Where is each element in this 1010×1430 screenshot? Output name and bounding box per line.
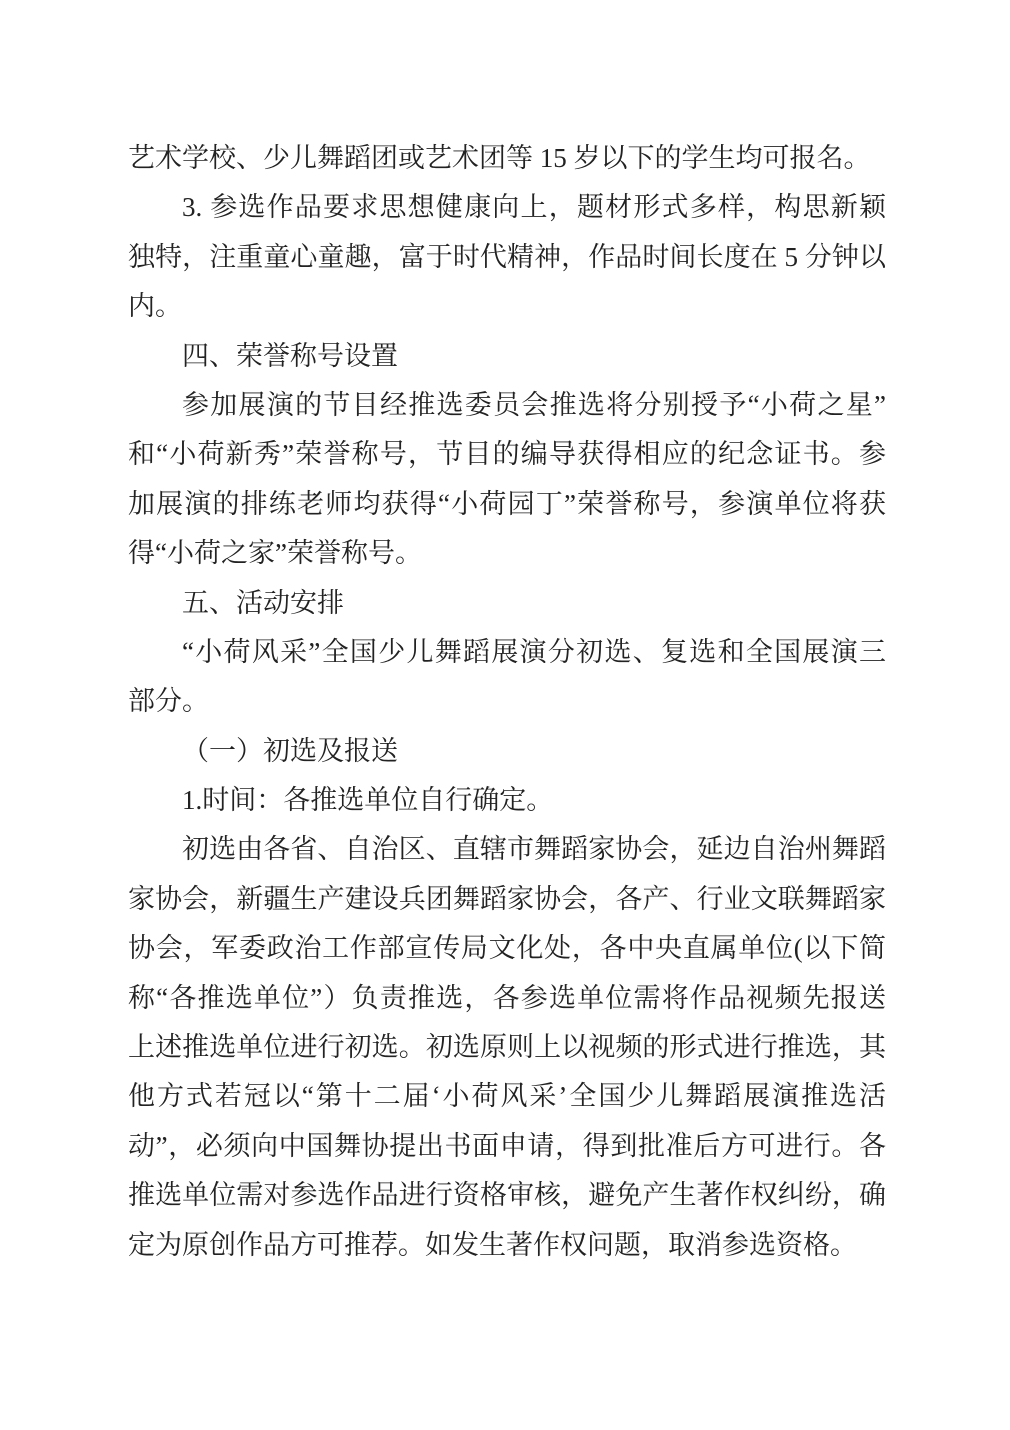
heading-paragraph [128,579,886,628]
body-paragraph [128,776,886,825]
body-paragraph [128,628,886,727]
text-line: “小荷风采”全国少儿舞蹈展演分初选、复选和全国展演三 [182,636,886,667]
text-line: 他方式若冠以“第十二届‘小荷风采’全国少儿舞蹈展演推选活 [128,1081,886,1112]
text-line: 1.时间：各推选单位自行确定。 [182,785,554,816]
text-line: 动”，必须向中国舞协提出书面申请，得到批准后方可进行。各 [128,1130,886,1161]
body-paragraph [128,134,886,183]
text-line: 独特，注重童心童趣，富于时代精神，作品时间长度在 5 分钟以 [128,241,886,272]
text-line: 定为原创作品方可推荐。如发生著作权问题，取消参选资格。 [128,1229,857,1260]
text-line: 上述推选单位进行初选。初选原则上以视频的形式进行推选，其 [128,1032,886,1063]
text-line: 五、活动安排 [182,587,344,618]
text-line: 得“小荷之家”荣誉称号。 [128,538,422,569]
text-line: 和“小荷新秀”荣誉称号，节目的编导获得相应的纪念证书。参 [128,439,886,470]
text-line: 部分。 [128,686,209,717]
document-text-block [128,134,886,1270]
text-line: 协会，军委政治工作部宣传局文化处，各中央直属单位(以下简 [128,933,886,964]
body-paragraph [128,825,886,1270]
text-line: 加展演的排练老师均获得“小荷园丁”荣誉称号，参演单位将获 [128,488,886,519]
text-line: （一）初选及报送 [182,735,398,766]
text-line: 3. 参选作品要求思想健康向上，题材形式多样，构思新颖 [182,192,886,223]
body-paragraph [128,183,886,331]
text-line: 推选单位需对参选作品进行资格审核，避免产生著作权纠纷，确 [128,1180,886,1211]
text-line: 称“各推选单位”）负责推选，各参选单位需将作品视频先报送 [128,982,886,1013]
body-paragraph [128,381,886,579]
heading-paragraph [128,332,886,381]
text-line: 艺术学校、少儿舞蹈团或艺术团等 15 岁以下的学生均可报名。 [128,143,871,173]
text-line: 家协会，新疆生产建设兵团舞蹈家协会，各产、行业文联舞蹈家 [128,883,886,914]
text-line: 四、荣誉称号设置 [182,340,398,371]
text-line: 内。 [128,291,182,322]
text-line: 参加展演的节目经推选委员会推选将分别授予“小荷之星” [182,389,886,420]
heading-paragraph [128,727,886,776]
text-line: 初选由各省、自治区、直辖市舞蹈家协会，延边自治州舞蹈 [182,834,886,865]
